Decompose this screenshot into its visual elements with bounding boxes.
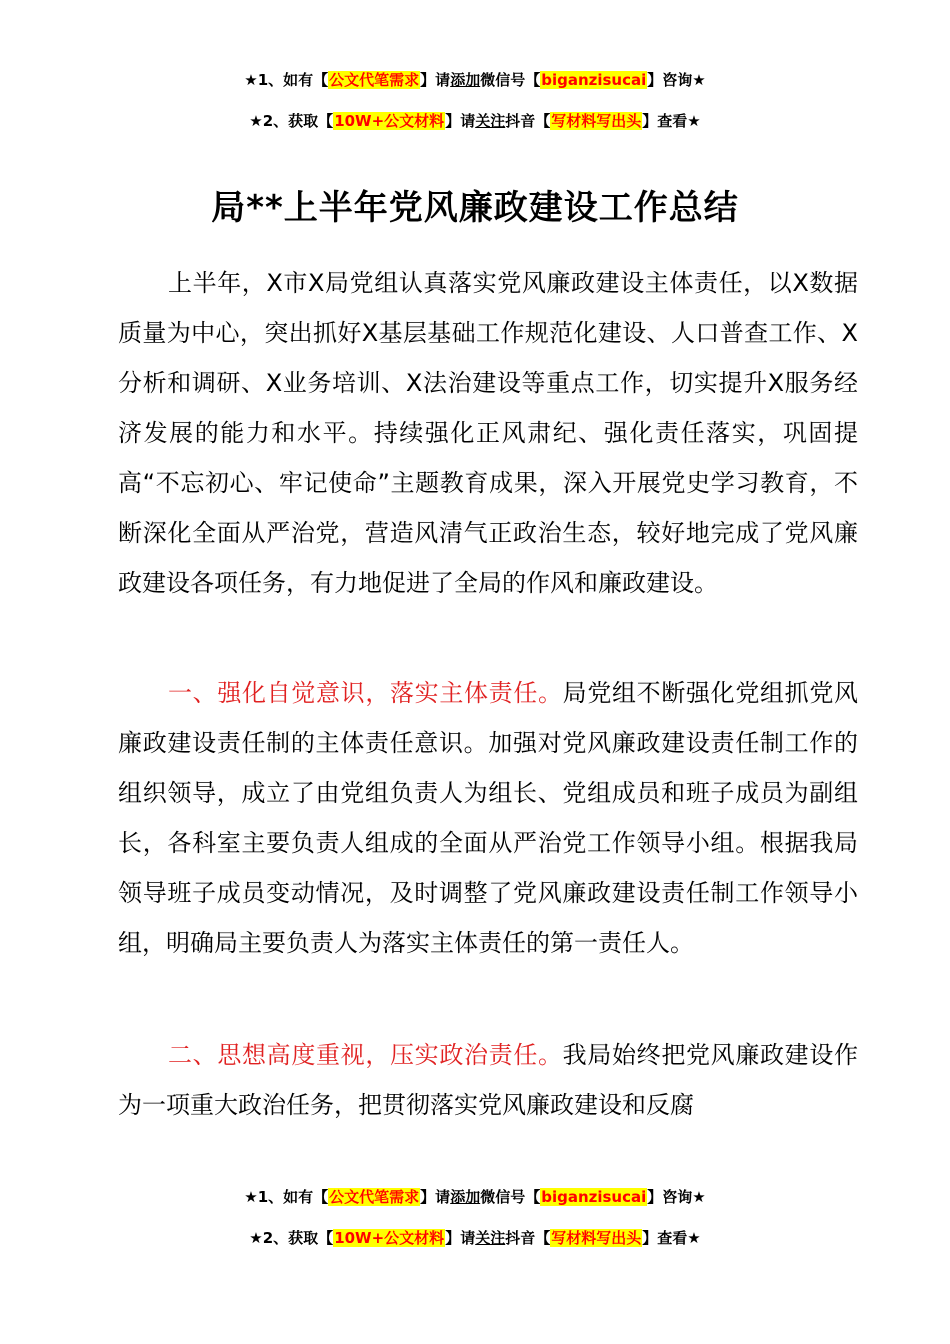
paragraph-section-2 <box>118 1030 858 1130</box>
paragraph-section-1 <box>118 668 858 968</box>
section-heading: 二、思想高度重视，压实政治责任。 <box>168 1041 563 1069</box>
promo-text: 微信号【 <box>480 71 541 89</box>
promo-text: 抖音【 <box>505 112 551 130</box>
promo-text: 微信号【 <box>480 1188 541 1206</box>
promo-text: 】查看★ <box>642 112 701 130</box>
promo-text: 】请 <box>420 71 451 89</box>
promo-text: 】咨询★ <box>647 1188 706 1206</box>
promo-line-2 <box>0 107 950 135</box>
promo-highlight: 公文代笔需求 <box>329 71 420 89</box>
promo-text: ★1、如有【 <box>244 71 329 89</box>
promo-underlined: 关注 <box>475 112 506 130</box>
paragraph-intro <box>118 258 858 608</box>
promo-highlight: 写材料写出头 <box>551 1229 642 1247</box>
promo-text: ★1、如有【 <box>244 1188 329 1206</box>
promo-highlight: 10W+公文材料 <box>334 112 445 130</box>
promo-text: ★2、获取【 <box>249 112 334 130</box>
promo-highlight: 公文代笔需求 <box>329 1188 420 1206</box>
section-heading: 一、强化自觉意识，落实主体责任。 <box>168 679 563 707</box>
promo-highlight: biganzisucai <box>541 1188 647 1206</box>
promo-underlined: 关注 <box>475 1229 506 1247</box>
promo-text: 】咨询★ <box>647 71 706 89</box>
promo-text: 】查看★ <box>642 1229 701 1247</box>
promo-text: 】请 <box>445 112 476 130</box>
promo-line-1 <box>0 66 950 94</box>
promo-highlight: 写材料写出头 <box>551 112 642 130</box>
promo-banner-top <box>0 66 950 148</box>
paragraph-text: 局党组不断强化党组抓党风廉政建设责任制的主体责任意识。加强对党风廉政建设责任制工作的组织领导，成立了由党组负责人为组长、党组成员和班子成员为副组长，各科室主要负责人组成的全面从严治党工作领导小组。根据我局领导班子成员变动情况，及时调整了党风廉政建设责任制工作领导小组，明确局主要负责人为落实主体责任的第一责任人。 <box>118 679 859 957</box>
promo-text: ★2、获取【 <box>249 1229 334 1247</box>
promo-line-1 <box>0 1183 950 1211</box>
paragraph-text: 我局始终把党风廉政建设作为一项重大政治任务，把贯彻落实党风廉政建设和反腐 <box>118 1041 859 1119</box>
document-title: 局**上半年党风廉政建设工作总结 <box>211 188 739 228</box>
promo-underlined: 添加 <box>450 1188 481 1206</box>
promo-line-2 <box>0 1224 950 1252</box>
promo-underlined: 添加 <box>450 71 481 89</box>
paragraph-text: 上半年，X市X局党组认真落实党风廉政建设主体责任，以X数据质量为中心，突出抓好X基层基础工作规范化建设、人口普查工作、X分析和调研、X业务培训、X法治建设等重点工作，切实提升X服务经济发展的能力和水平。持续强化正风肃纪、强化责任落实，巩固提高“不忘初心、牢记使命”主题教育成果，深入开展党史学习教育，不断深化全面从严治党，营造风清气正政治生态，较好地完成了党风廉政建设各项任务，有力地促进了全局的作风和廉政建设。 <box>118 269 858 597</box>
promo-text: 】请 <box>420 1188 451 1206</box>
promo-banner-bottom <box>0 1183 950 1265</box>
promo-text: 抖音【 <box>505 1229 551 1247</box>
promo-text: 】请 <box>445 1229 476 1247</box>
promo-highlight: biganzisucai <box>541 71 647 89</box>
promo-highlight: 10W+公文材料 <box>334 1229 445 1247</box>
